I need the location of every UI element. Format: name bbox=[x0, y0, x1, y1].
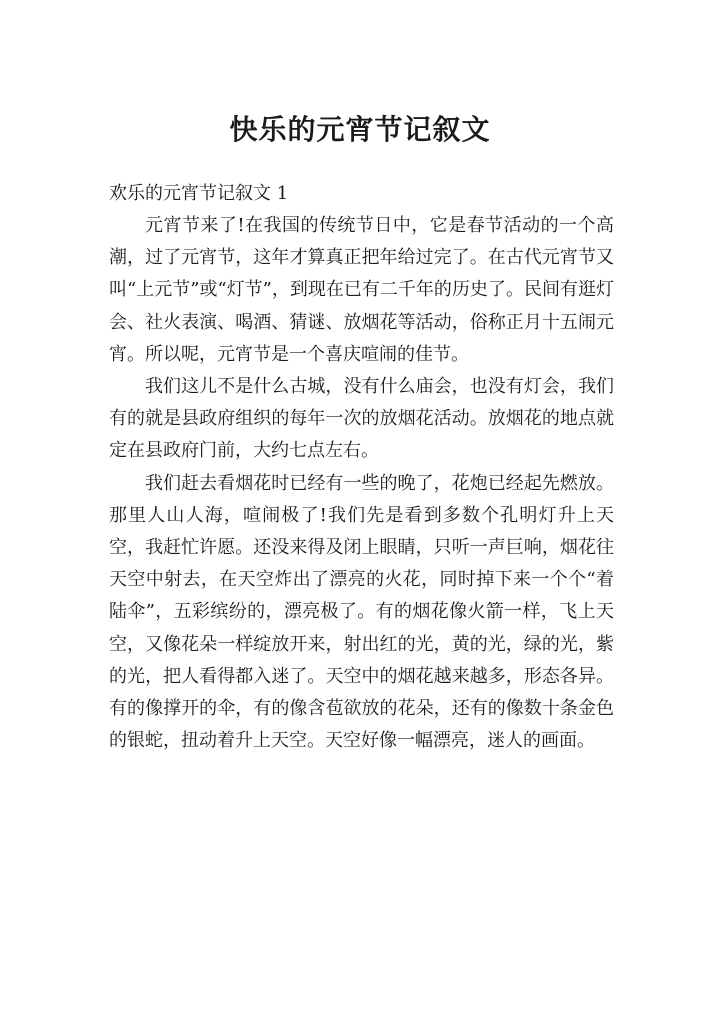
paragraph-1: 元宵节来了!在我国的传统节日中，它是春节活动的一个高潮，过了元宵节，这年才算真正把年给过完了。在古代元宵节又叫“上元节”或“灯节”，到现在已有二千年的历史了。民间有逛灯会、社火表演、喝酒、猜谜、放烟花等活动，俗称正月十五闹元宵。所以呢，元宵节是一个喜庆喧闹的佳节。 bbox=[109, 215, 614, 365]
document-body bbox=[109, 178, 614, 757]
paragraph-2: 我们这儿不是什么古城，没有什么庙会，也没有灯会，我们有的就是县政府组织的每年一次的放烟花活动。放烟花的地点就定在县政府门前，大约七点左右。 bbox=[109, 376, 614, 462]
paragraph-3: 我们赶去看烟花时已经有一些的晚了，花炮已经起先燃放。那里人山人海，喧闹极了!我们先是看到多数个孔明灯升上天空，我赶忙许愿。还没来得及闭上眼睛，只听一声巨响，烟花往天空中射去，在天空炸出了漂亮的火花，同时掉下来一个个“着陆伞”，五彩缤纷的，漂亮极了。有的烟花像火箭一样，飞上天空，又像花朵一样绽放开来，射出红的光，黄的光，绿的光，紫的光，把人看得都入迷了。天空中的烟花越来越多，形态各异。有的像撑开的伞，有的像含苞欲放的花朵，还有的像数十条金色的银蛇，扭动着升上天空。天空好像一幅漂亮，迷人的画面。 bbox=[109, 472, 614, 752]
document-title: 快乐的元宵节记叙文 bbox=[229, 113, 491, 146]
section-subheading: 欢乐的元宵节记叙文 1 bbox=[109, 183, 289, 204]
